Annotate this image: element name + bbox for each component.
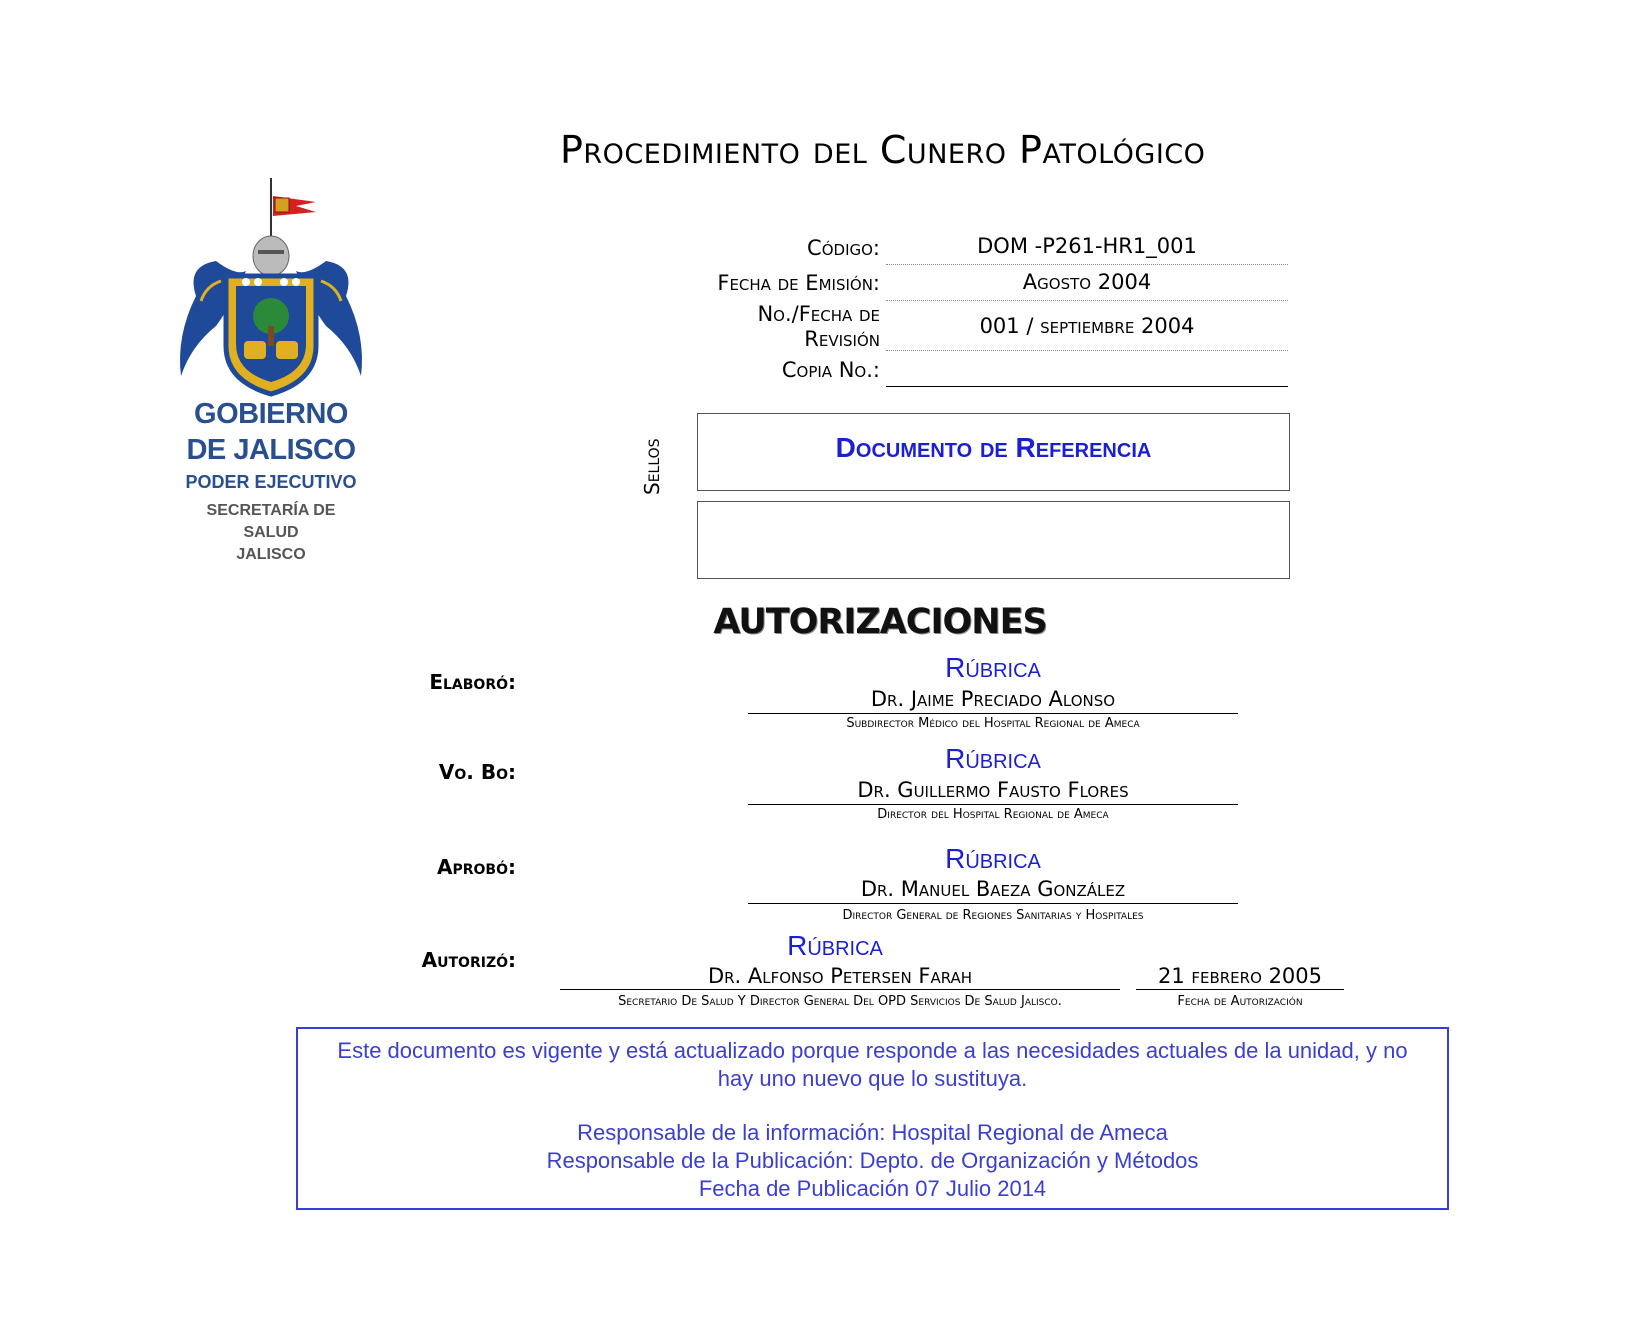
vobo-name: Dr. Guillermo Fausto Flores [857,778,1129,802]
document-title: Procedimiento del Cunero Patológico [560,128,1206,172]
revision-label-2: Revisión [804,327,880,351]
autorizo-signature-line [560,989,1120,990]
notice-line-2: hay uno nuevo que lo sustituya. [717,1066,1028,1091]
validity-notice-box [296,1027,1449,1210]
autorizaciones-title: AUTORIZACIONES [713,602,1047,642]
notice-spacer [298,1093,1447,1119]
aprobo-label: Aprobó: [437,855,516,879]
gobierno-jalisco-logo [176,176,366,576]
logo-line-jalisco: JALISCO [236,546,306,563]
revision-value: 001 / septiembre 2004 [979,314,1195,338]
revision-underline [886,350,1288,351]
copia-label: Copia No.: [781,358,880,382]
elaboro-signature-line [748,713,1238,714]
logo-line-salud: SALUD [243,524,299,541]
stamp-box [697,501,1290,579]
codigo-underline [886,264,1288,265]
codigo-label: Código: [807,236,880,260]
autorizacion-date-line [1136,989,1344,990]
logo-line-poder-ejecutivo: PODER EJECUTIVO [185,472,357,492]
aprobo-position: Director General de Regiones Sanitarias y Hospitales [842,908,1144,923]
codigo-value: DOM -P261-HR1_001 [977,234,1197,258]
fecha-emision-value: Agosto 2004 [1022,270,1152,294]
vobo-position: Director del Hospital Regional de Ameca [877,807,1109,822]
notice-line-1: Este documento es vigente y está actualizado porque responde a las necesidades actuales de la unidad, y no [337,1038,1408,1063]
logo-line-gobierno: GOBIERNO [194,398,348,430]
notice-line-3: Responsable de la información: Hospital Regional de Ameca [577,1120,1168,1145]
autorizacion-date: 21 febrero 2005 [1157,964,1323,988]
autorizo-rubrica: Rúbrica [787,930,883,961]
elaboro-name: Dr. Jaime Preciado Alonso [870,687,1116,711]
reference-box [697,413,1290,491]
elaboro-label: Elaboró: [429,670,516,694]
logo-line-secretaria: SECRETARÍA DE [206,502,336,519]
fecha-emision-label: Fecha de Emisión: [717,271,880,295]
notice-line-5: Fecha de Publicación 07 Julio 2014 [698,1176,1047,1201]
coat-of-arms-icon [176,176,366,416]
vobo-label: Vo. Bo: [438,760,516,784]
elaboro-position: Subdirector Médico del Hospital Regional de Ameca [846,716,1140,731]
autorizacion-date-label: Fecha de Autorización [1177,994,1303,1009]
fecha-emision-underline [886,300,1288,301]
autorizo-label: Autorizó: [421,948,516,972]
aprobo-name: Dr. Manuel Baeza González [860,877,1126,901]
aprobo-signature-line [748,903,1238,904]
notice-line-4: Responsable de la Publicación: Depto. de Organización y Métodos [546,1148,1199,1173]
vobo-rubrica: Rúbrica [945,743,1041,774]
elaboro-rubrica: Rúbrica [945,652,1041,683]
reference-document-text: Documento de Referencia [835,432,1152,463]
copia-underline [886,386,1288,387]
revision-label-1: No./Fecha de [757,302,880,326]
sellos-label: Sellos [640,438,664,495]
aprobo-rubrica: Rúbrica [945,843,1041,874]
vobo-signature-line [748,804,1238,805]
autorizo-name: Dr. Alfonso Petersen Farah [707,964,973,988]
autorizo-position: Secretario De Salud Y Director General Del OPD Servicios De Salud Jalisco. [618,994,1062,1009]
logo-line-de-jalisco: DE JALISCO [186,434,356,466]
